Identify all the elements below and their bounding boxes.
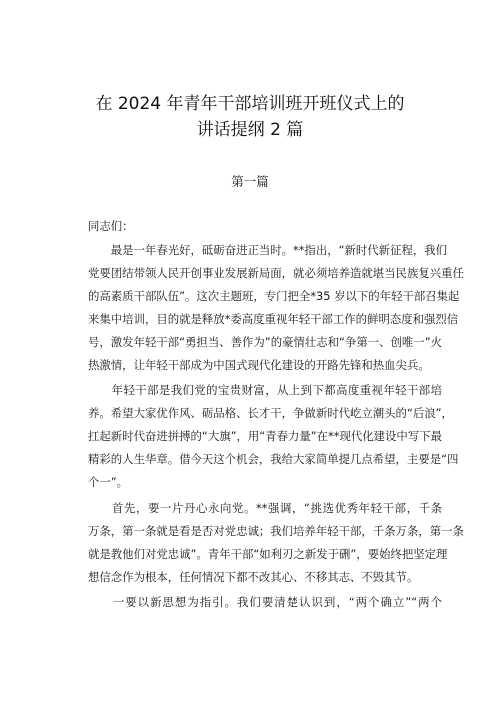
- paragraph-line: 的高素质干部队伍”。这次主题班，专门把全*35 岁以下的年轻干部召集起: [88, 289, 460, 303]
- paragraph-line: 扛起新时代奋进拼搏的“大旗”，用“青春力量”在**现代化建设中写下最: [88, 429, 442, 443]
- section-heading: 第一篇: [231, 174, 269, 189]
- paragraph-line: 想信念作为根本，任何情况下都不改其心、不移其志、不毁其节。: [88, 570, 419, 584]
- paragraph-line: 养。希望大家优作风、砺品格、长才干，争做新时代屹立潮头的“后浪”，: [88, 406, 453, 420]
- paragraph-line: 就是教他们对党忠诚”。青年干部“如利刃之新发于硎”，要始终把坚定理: [88, 547, 448, 561]
- paragraph-line: 党要团结带领人民开创事业发展新局面，就必须培养造就堪当民族复兴重任: [88, 266, 464, 280]
- paragraph-line: 一要以新思想为指引。我们要清楚认识到，“两个确立”“两个: [88, 595, 442, 609]
- paragraph-line: 精彩的人生华章。借今天这个机会，我给大家简单提几点希望，主要是“四: [88, 452, 459, 466]
- paragraph-line: 首先，要一片丹心永向党。**强调，“挑选优秀年轻干部，千条: [88, 501, 442, 515]
- paragraph-line: 号，激发年轻干部“勇担当、善作为”的豪情壮志和“争第一、创唯一”火: [88, 335, 442, 349]
- paragraph-line: 来集中培训，目的就是释放*委高度重视年轻干部工作的鲜明态度和强烈信: [88, 312, 459, 326]
- paragraph-line: 年轻干部是我们党的宝贵财富，从上到下都高度重视年轻干部培: [88, 383, 442, 397]
- document-title-line-2: 讲话提纲 2 篇: [196, 120, 304, 140]
- paragraph-line: 万条，第一条就是看是否对党忠诚；我们培养年轻干部，千条万条，第一条: [88, 524, 464, 538]
- document-title-line-1: 在 2024 年青年干部培训班开班仪式上的: [95, 94, 405, 114]
- salutation: 同志们：: [88, 219, 134, 233]
- paragraph-line: 个一”。: [88, 475, 129, 489]
- paragraph-line: 最是一年春光好，砥砺奋进正当时。**指出，“新时代新征程，我们: [88, 243, 448, 257]
- paragraph-line: 热激情，让年轻干部成为中国式现代化建设的开路先锋和热血尖兵。: [88, 358, 430, 372]
